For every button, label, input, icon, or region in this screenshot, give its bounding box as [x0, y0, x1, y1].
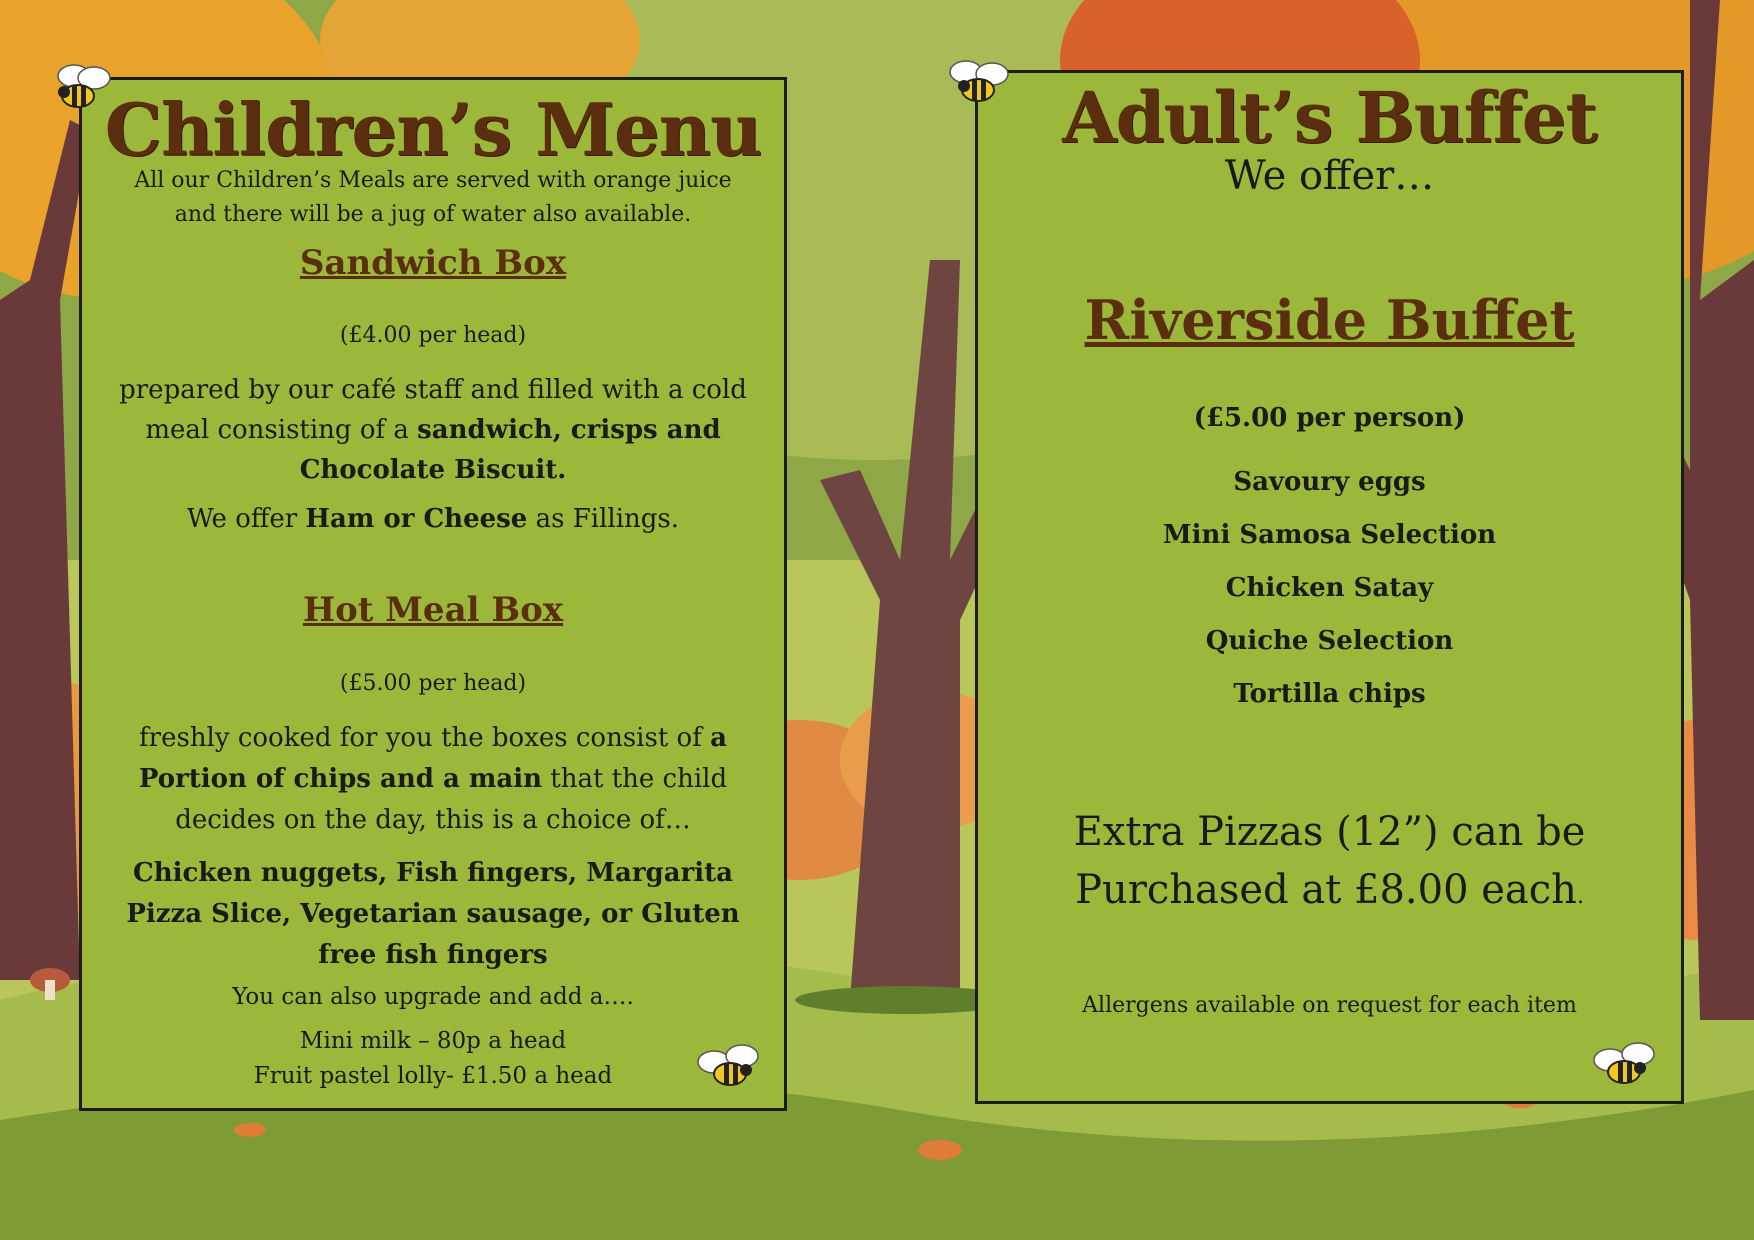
childrens-menu-panel [79, 77, 787, 1111]
buffet-price: (£5.00 per person) [1193, 403, 1466, 433]
mini-milk-option: Mini milk – 80p a head [299, 1028, 567, 1054]
riverside-buffet-heading: Riverside Buffet [1084, 288, 1575, 352]
buffet-item: Mini Samosa Selection [1162, 520, 1497, 550]
intro-line-1: All our Children’s Meals are served with orange juice [134, 168, 732, 193]
buffet-item: Tortilla chips [1233, 679, 1426, 709]
bee-icon [1588, 1038, 1658, 1090]
childrens-intro [82, 164, 784, 232]
hot-meal-description: freshly cooked for you the boxes consist of a Portion of chips and a main that the child decides on the day, this is a choice of… [138, 723, 728, 835]
bee-icon [692, 1040, 762, 1092]
upgrade-options [82, 1024, 784, 1094]
allergens-note: Allergens available on request for each item [1082, 993, 1577, 1018]
sandwich-box-heading: Sandwich Box [299, 243, 567, 283]
buffet-item: Savoury eggs [1233, 467, 1426, 497]
upgrade-text: You can also upgrade and add a…. [232, 984, 634, 1010]
we-offer-text: We offer… [1224, 153, 1435, 199]
sandwich-box-description: prepared by our café staff and filled with a cold meal consisting of a sandwich, crisps and Chocolate Biscuit. [119, 375, 747, 485]
buffet-item: Quiche Selection [1205, 626, 1454, 656]
adults-buffet-title: Adult’s Buffet [1062, 76, 1597, 159]
fruit-pastel-option: Fruit pastel lolly- £1.50 a head [253, 1063, 613, 1089]
sandwich-box-price: (£4.00 per head) [339, 323, 527, 348]
buffet-items-list [978, 456, 1681, 721]
hot-meal-box-price: (£5.00 per head) [339, 671, 527, 696]
buffet-item: Chicken Satay [1225, 573, 1434, 603]
sandwich-fillings: We offer Ham or Cheese as Fillings. [186, 504, 680, 534]
hot-meal-choices: Chicken nuggets, Fish fingers, Margarita Pizza Slice, Vegetarian sausage, or Gluten free fish fingers [126, 858, 740, 970]
childrens-menu-title: Children’s Menu [104, 87, 762, 172]
bee-icon [48, 62, 118, 114]
intro-line-2: and there will be a jug of water also available. [174, 202, 692, 227]
adults-buffet-panel [975, 70, 1684, 1104]
bee-icon [944, 54, 1014, 106]
hot-meal-box-heading: Hot Meal Box [302, 590, 564, 630]
extra-pizzas-text: Extra Pizzas (12”) can be Purchased at £8.00 each. [1073, 809, 1586, 913]
